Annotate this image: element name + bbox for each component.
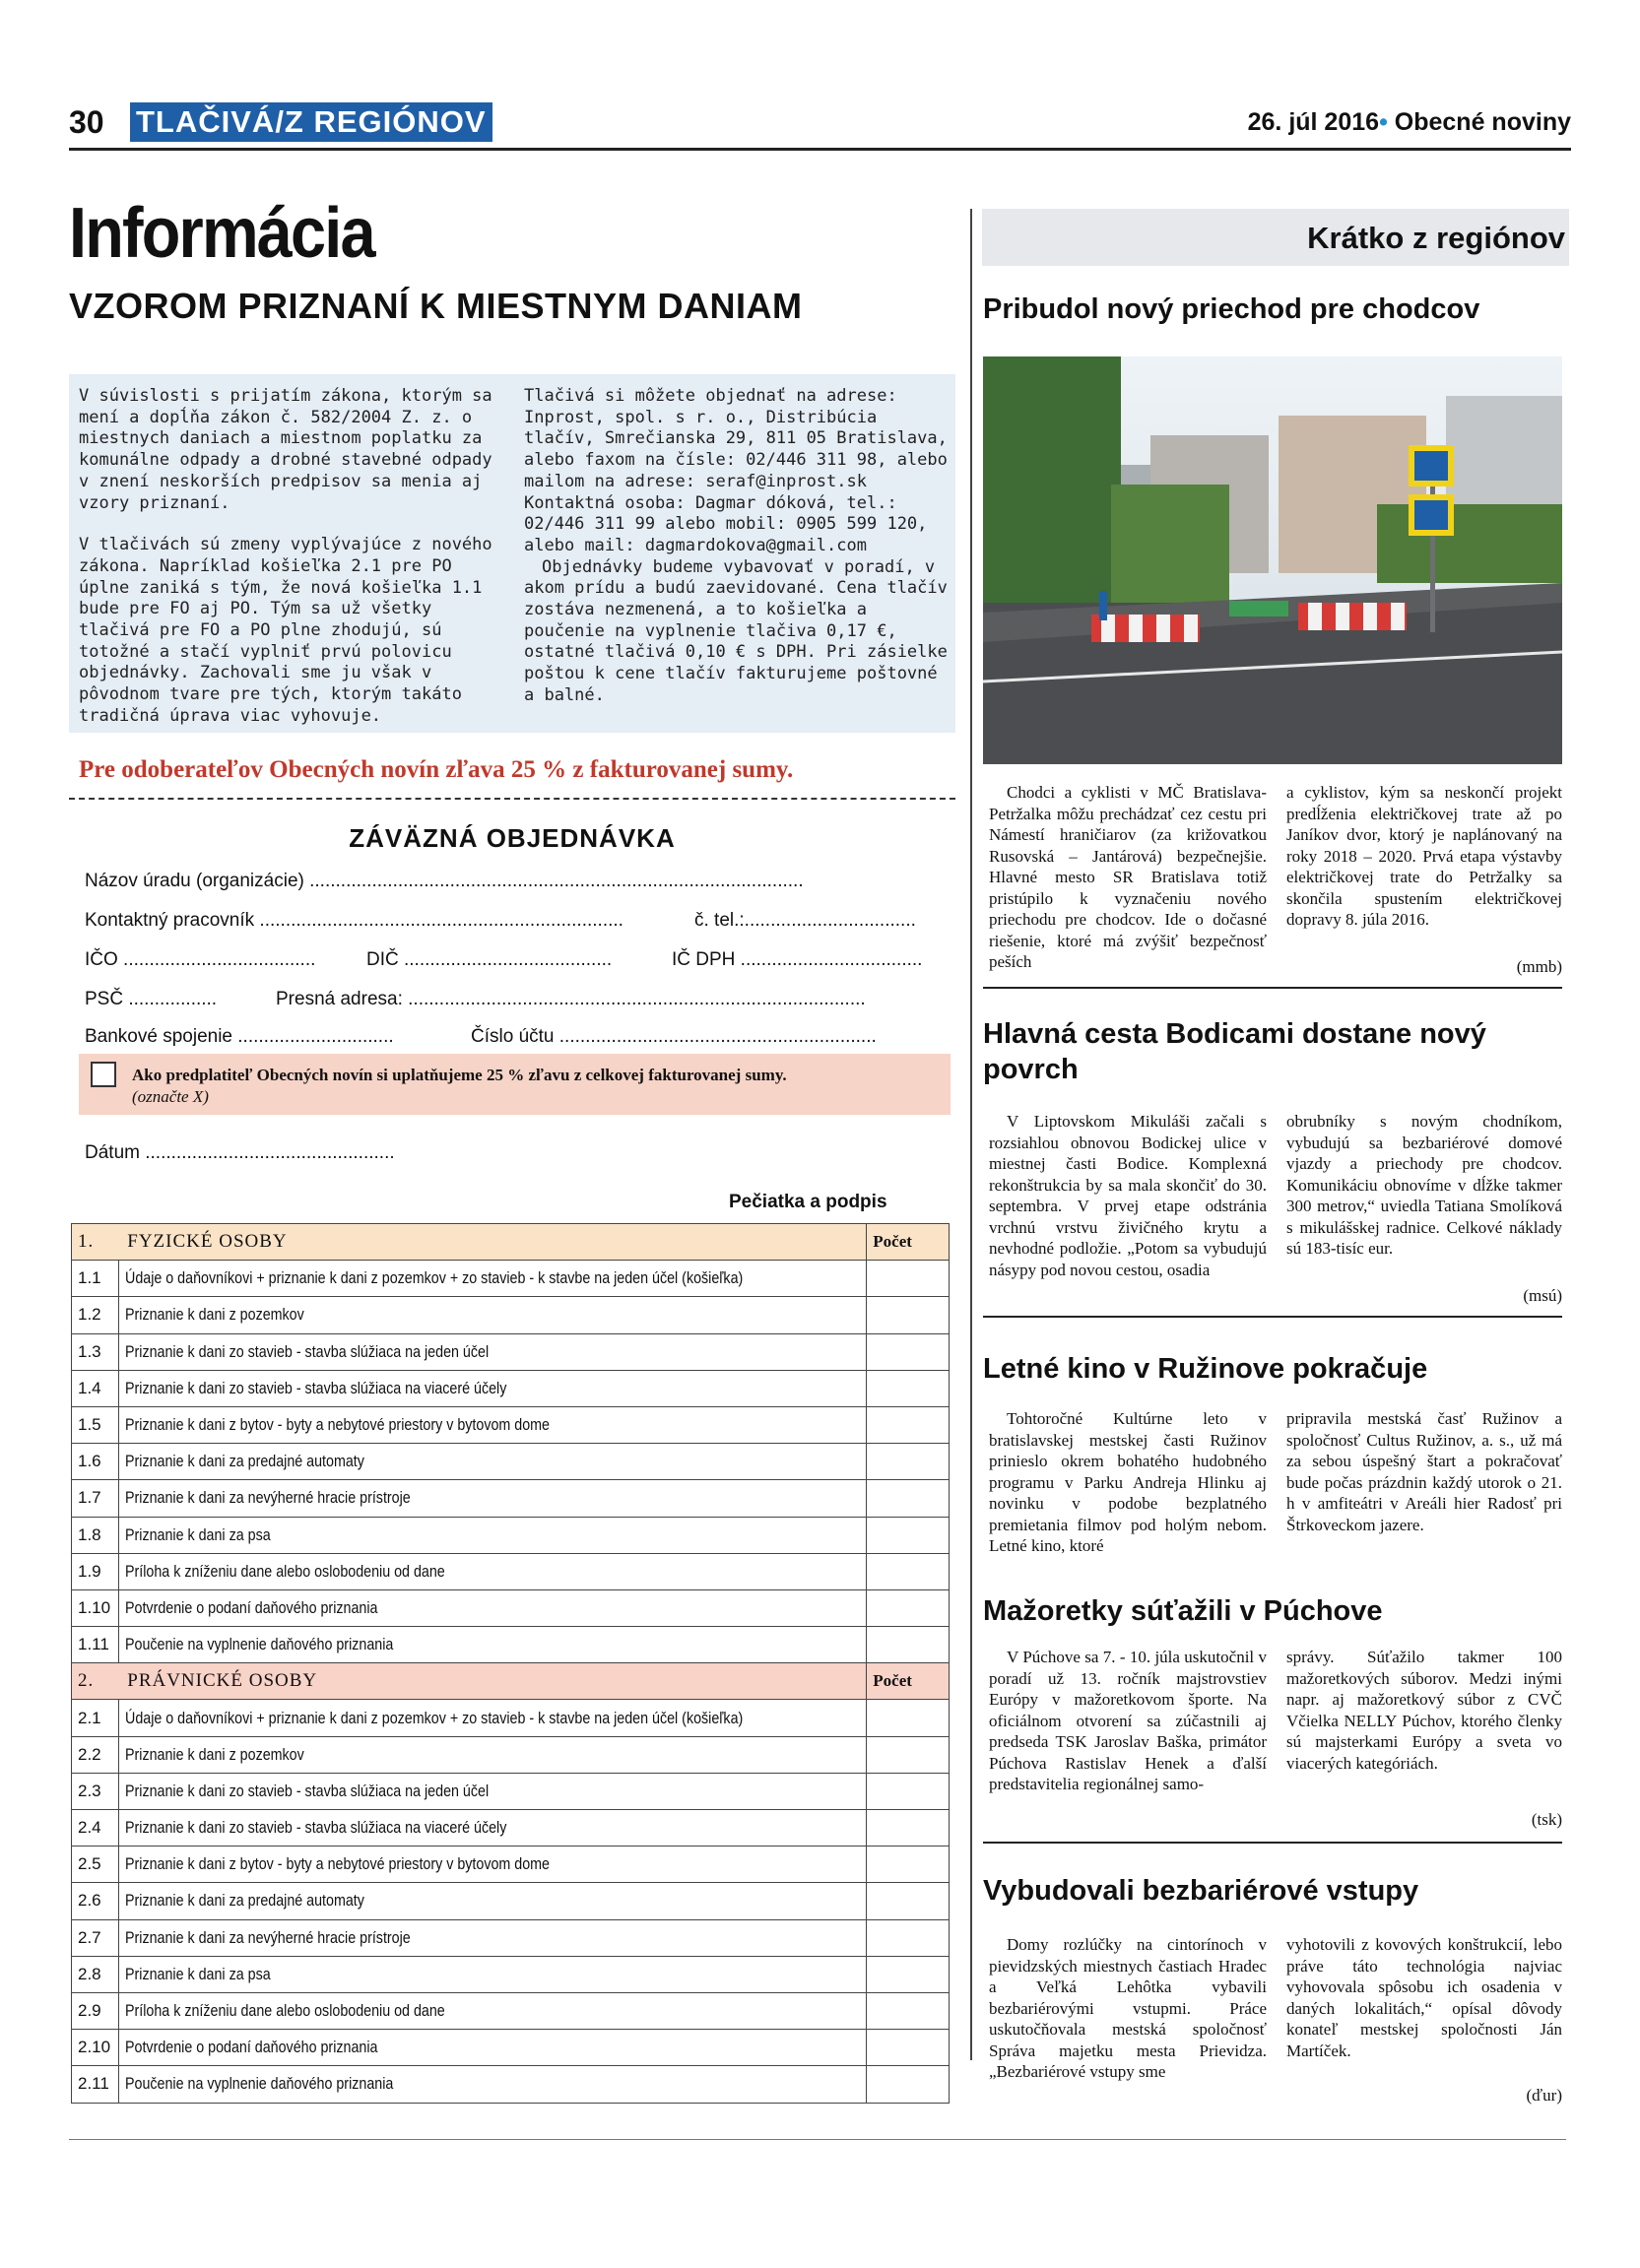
- section-heading: [72, 1224, 867, 1261]
- count-input[interactable]: [867, 2066, 950, 2103]
- table-row: [72, 1736, 950, 1773]
- table-row: [72, 1297, 950, 1333]
- section-label: TLAČIVÁ/Z REGIÓNOV: [130, 102, 492, 142]
- article-divider: [983, 1842, 1562, 1844]
- discount-checkbox[interactable]: [91, 1062, 116, 1087]
- row-number: 1.1: [72, 1261, 119, 1297]
- table-row: [72, 1261, 950, 1297]
- row-label-text: Údaje o daňovníkovi + priznanie k dani z pozemkov + zo stavieb - k stavbe na jeden účel (košieľka): [124, 1268, 743, 1288]
- row-label-text: Priznanie k dani zo stavieb - stavba slúžiaca na viaceré účely: [124, 1818, 506, 1838]
- row-label: [118, 1589, 867, 1626]
- table-row: [72, 1553, 950, 1589]
- row-label-text: Potvrdenie o podaní daňového priznania: [124, 1597, 377, 1617]
- table-row: [72, 1956, 950, 1992]
- article-divider: [983, 987, 1562, 989]
- row-number: 1.6: [72, 1444, 119, 1480]
- table-row: [72, 1589, 950, 1626]
- article-title: Mažoretky súťažili v Púchove: [983, 1595, 1383, 1627]
- info-paragraph: Tlačivá si môžete objednať na adrese: Inprost, spol. s r. o., Distribúcia tlačív, Smrečianska 29, 811 05 Bratislava, alebo faxom na čísle: 02/446 311 98, alebo mailom na adrese: seraf@inprost.sk Kontaktná osoba: Dagmar dóková, tel.: 02/446 311 99 alebo mobil: 0905 599 120, alebo mail: dagmardokova@gmail.com: [524, 386, 948, 555]
- row-label: [118, 1627, 867, 1663]
- table-row: [72, 1883, 950, 1919]
- article-text: Chodci a cyklisti v MČ Bratislava-Petržalka môžu prechádzať cez cestu pri Námestí hraničiarov (za križovatkou Rusovská – Jantárová) bezpečnejšie. Hlavné mesto SR Bratislava totiž pristúpilo k vyznačeniu nového priechodu pre chodcov. Ide o dočasné riešenie, ktoré má zvýšiť bezpečnosť peších: [989, 783, 1267, 971]
- row-label: [118, 1883, 867, 1919]
- info-column-left: [79, 386, 502, 748]
- count-input[interactable]: [867, 1370, 950, 1406]
- count-header: Počet: [867, 1663, 950, 1700]
- cut-line: [69, 798, 955, 800]
- count-input[interactable]: [867, 1956, 950, 1992]
- article-title: Vybudovali bezbariérové vstupy: [983, 1875, 1419, 1907]
- table-row: [72, 1517, 950, 1553]
- stamp-label: Pečiatka a podpis: [729, 1192, 887, 1212]
- row-label-text: Priznanie k dani z bytov - byty a nebytové priestory v bytovom dome: [124, 1854, 550, 1874]
- author-sign: (mmb): [1516, 957, 1562, 976]
- crosswalk-photo-image: [983, 356, 1562, 764]
- section-box-title: Krátko z regiónov: [1307, 221, 1565, 255]
- bank-field[interactable]: Bankové spojenie ..............................: [85, 1026, 394, 1047]
- postcode-field[interactable]: PSČ .................: [85, 989, 218, 1009]
- table-row: [72, 2030, 950, 2066]
- row-number: 1.8: [72, 1517, 119, 1553]
- row-label: [118, 1810, 867, 1847]
- order-table: [71, 1223, 950, 2104]
- table-row: [72, 1847, 950, 1883]
- row-label: [118, 1297, 867, 1333]
- author-sign: (msú): [1523, 1286, 1562, 1305]
- row-number: 2.1: [72, 1700, 119, 1736]
- row-number: 2.4: [72, 1810, 119, 1847]
- row-number: 1.10: [72, 1589, 119, 1626]
- article-text: pripravila mestská časť Ružinov a spoločnosť Cultus Ružinov, a. s., už má za sebou úspešný štart a pokračovať bude počas prázdnin každý utorok o 21. h v amfiteátri v Areáli hier Radosť pri Štrkoveckom jazere.: [1286, 1409, 1562, 1534]
- row-label-text: Priznanie k dani za nevýherné hracie prístroje: [124, 1488, 411, 1508]
- row-label: [118, 1553, 867, 1589]
- office-field[interactable]: Názov úradu (organizácie) ...............................................................................................: [85, 871, 804, 891]
- row-label: [118, 1992, 867, 2029]
- table-row: [72, 1700, 950, 1736]
- row-number: 2.9: [72, 1992, 119, 2029]
- table-row: [72, 1370, 950, 1406]
- count-input[interactable]: [867, 1810, 950, 1847]
- row-number: 2.3: [72, 1773, 119, 1809]
- row-label-text: Priznanie k dani za psa: [124, 1964, 271, 1983]
- ico-field[interactable]: IČO .....................................: [85, 949, 316, 970]
- count-input[interactable]: [867, 1553, 950, 1589]
- row-number: 2.10: [72, 2030, 119, 2066]
- crosswalk-photo: [983, 356, 1562, 764]
- row-label: [118, 1736, 867, 1773]
- row-label-text: Priznanie k dani za predajné automaty: [124, 1452, 364, 1471]
- row-label-text: Potvrdenie o podaní daňového priznania: [124, 2038, 377, 2057]
- article-title: Pribudol nový priechod pre chodcov: [983, 293, 1480, 325]
- count-input[interactable]: [867, 1333, 950, 1370]
- checkbox-label: Ako predplatiteľ Obecných novín si uplatňujeme 25 % zľavu z celkovej fakturovanej sumy.: [132, 1066, 787, 1084]
- row-number: 2.11: [72, 2066, 119, 2103]
- count-input[interactable]: [867, 1589, 950, 1626]
- page-bottom-rule: [69, 2139, 1566, 2140]
- table-row: [72, 1773, 950, 1809]
- article-text: správy. Súťažilo takmer 100 mažoretkových súborov. Medzi inými napr. aj mažoretkový súbor z CVČ Včielka NELLY Púchov, ktorého členky sú majsterkami Európy a sveta vo viacerých kategóriách.: [1286, 1648, 1562, 1773]
- section-number: 1.: [78, 1231, 95, 1253]
- row-label-text: Poučenie na vyplnenie daňového priznania: [124, 1635, 393, 1654]
- row-label: [118, 1700, 867, 1736]
- count-input[interactable]: [867, 1773, 950, 1809]
- section-heading: [72, 1663, 867, 1700]
- row-label-text: Priznanie k dani z pozemkov: [124, 1744, 304, 1764]
- article-divider: [983, 1316, 1562, 1318]
- row-label-text: Priznanie k dani za psa: [124, 1524, 271, 1544]
- row-number: 2.8: [72, 1956, 119, 1992]
- table-row: [72, 2066, 950, 2103]
- row-label: [118, 1847, 867, 1883]
- row-label: [118, 1406, 867, 1443]
- row-number: 1.5: [72, 1406, 119, 1443]
- row-label-text: Priznanie k dani zo stavieb - stavba slúžiaca na jeden účel: [124, 1341, 489, 1361]
- icdph-field[interactable]: IČ DPH ...................................: [672, 949, 923, 970]
- row-label-text: Priznanie k dani za predajné automaty: [124, 1891, 364, 1911]
- paper-name: Obecné noviny: [1394, 108, 1571, 136]
- issue-info: [1248, 108, 1571, 137]
- count-input[interactable]: [867, 1480, 950, 1517]
- count-input[interactable]: [867, 1444, 950, 1480]
- page-title: Informácia: [69, 194, 374, 273]
- row-label: [118, 1444, 867, 1480]
- row-label-text: Poučenie na vyplnenie daňového priznania: [124, 2074, 393, 2094]
- page-header: [69, 102, 1571, 151]
- row-number: 1.9: [72, 1553, 119, 1589]
- article-text: obrubníky s novým chodníkom, vybudujú sa bezbariérové domové vjazdy a priechody pre chodcov. Komunikáciu obnovíme v dĺžke takmer 300 metrov,“ uviedla Tatiana Smolíková s mikulášskej radnice. Celkové náklady sú 183-tisíc eur.: [1286, 1112, 1562, 1258]
- table-row: [72, 1992, 950, 2029]
- row-label: [118, 2030, 867, 2066]
- row-label: [118, 1480, 867, 1517]
- count-input[interactable]: [867, 1992, 950, 2029]
- row-number: 1.2: [72, 1297, 119, 1333]
- address-field[interactable]: Presná adresa: ........................................................................................: [276, 989, 866, 1009]
- section-label: FYZICKÉ OSOBY: [127, 1231, 288, 1253]
- article-text: vyhotovili z kovových konštrukcií, lebo práve táto technológia najviac vyhovovala spôsobu ich osadenia v daných lokalitách,“ opísal dôvody konateľ mestskej spoločnosti Ján Martíček.: [1286, 1935, 1562, 2060]
- phone-field[interactable]: č. tel.:.................................: [694, 910, 916, 931]
- row-number: 1.11: [72, 1627, 119, 1663]
- article-text: Domy rozlúčky na cintorínoch v pievidzských miestnych častiach Hradec a Veľká Lehôtka vybavili bezbariérovými vstupmi. Práce uskutočňovala mestská spoločnosť Správa majetku mesta Prievidza. „Bezbariérové vstupy sme: [989, 1935, 1267, 2081]
- contact-field[interactable]: Kontaktný pracovník ......................................................................: [85, 910, 623, 931]
- info-paragraph: V tlačivách sú zmeny vyplývajúce z nového zákona. Napríklad košieľka 2.1 pre PO úplne zaniká s tým, že nová košieľka 1.1 bude pre FO aj PO. Tým sa už všetky tlačivá pre FO a PO plne zhodujú, sú totožné a stačí vyplniť prvú polovicu objednávky. Zachovali sme ju však v pôvodnom tvare pre tých, ktorým takáto tradičná úprava viac vyhovuje.: [79, 535, 492, 726]
- table-section-row: [72, 1663, 950, 1700]
- row-label-text: Priznanie k dani z bytov - byty a nebytové priestory v bytovom dome: [124, 1415, 550, 1435]
- count-input[interactable]: [867, 1406, 950, 1443]
- article-text: Tohtoročné Kultúrne leto v bratislavskej mestskej časti Ružinov prinieslo okrem bohatého hudobného programu v Parku Andreja Hlinku aj novinku v podobe bezplatného premietania filmov pod holým nebom. Letné kino, ktoré: [989, 1409, 1267, 1555]
- count-input[interactable]: [867, 1517, 950, 1553]
- count-input[interactable]: [867, 1297, 950, 1333]
- row-number: 1.4: [72, 1370, 119, 1406]
- row-label: [118, 1370, 867, 1406]
- info-column-right: [524, 386, 948, 707]
- row-label-text: Priznanie k dani zo stavieb - stavba slúžiaca na jeden účel: [124, 1781, 489, 1800]
- row-label-text: Priznanie k dani za nevýherné hracie prístroje: [124, 1927, 411, 1947]
- row-label: [118, 1333, 867, 1370]
- article-title: Hlavná cesta Bodicami dostane nový povrch: [983, 1018, 1486, 1085]
- row-number: 2.6: [72, 1883, 119, 1919]
- article-text: V Púchove sa 7. - 10. júla uskutočnil v poradí už 13. ročník majstrovstiev Európy v mažoretkovom športe. Na oficiálnom otvorení sa zúčastnili aj predseda TSK Jaroslav Baška, primátor Púchova Rastislav Henek a ďalší predstavitelia regionálnej samo-: [989, 1648, 1267, 1793]
- row-label-text: Príloha k zníženiu dane alebo oslobodeniu od dane: [124, 1561, 445, 1581]
- page-subtitle: VZOROM PRIZNANÍ K MIESTNYM DANIAM: [69, 286, 803, 326]
- count-input[interactable]: [867, 1883, 950, 1919]
- row-number: 1.7: [72, 1480, 119, 1517]
- section-label: PRÁVNICKÉ OSOBY: [127, 1670, 318, 1692]
- table-section-row: [72, 1224, 950, 1261]
- date-field[interactable]: Dátum ................................................: [85, 1142, 395, 1163]
- row-label: [118, 1261, 867, 1297]
- row-label-text: Priznanie k dani z pozemkov: [124, 1305, 304, 1325]
- article-text: a cyklistov, kým sa neskončí projekt predĺženia električkovej trate až po Janíkov dvor, ktorý je naplánovaný na roky 2018 – 2020. Prvá etapa výstavby električkovej trate do Petržalky sa skončila spustením električkovej dopravy 8. júla 2016.: [1286, 783, 1562, 929]
- author-sign: (tsk): [1531, 1810, 1562, 1829]
- table-row: [72, 1919, 950, 1956]
- table-row: [72, 1333, 950, 1370]
- info-paragraph: V súvislosti s prijatím zákona, ktorým sa mení a dopĺňa zákon č. 582/2004 Z. z. o miestnych daniach a miestnom poplatku za komunálne odpady a drobné stavebné odpady v znení neskorších predpisov sa menia aj vzory priznaní.: [79, 386, 492, 513]
- section-number: 2.: [78, 1670, 95, 1692]
- count-input[interactable]: [867, 2030, 950, 2066]
- author-sign: (ďur): [1526, 2086, 1562, 2105]
- row-label: [118, 2066, 867, 2103]
- table-row: [72, 1406, 950, 1443]
- row-label: [118, 1517, 867, 1553]
- order-title: ZÁVÄZNÁ OBJEDNÁVKA: [349, 823, 676, 853]
- row-number: 1.3: [72, 1333, 119, 1370]
- row-number: 2.2: [72, 1736, 119, 1773]
- row-label-text: Údaje o daňovníkovi + priznanie k dani z pozemkov + zo stavieb - k stavbe na jeden účel (košieľka): [124, 1708, 743, 1727]
- discount-note: Pre odoberateľov Obecných novín zľava 25 % z fakturovanej sumy.: [79, 756, 794, 783]
- row-label: [118, 1919, 867, 1956]
- row-label: [118, 1956, 867, 1992]
- article-title: Letné kino v Ružinove pokračuje: [983, 1353, 1428, 1385]
- count-input[interactable]: [867, 1261, 950, 1297]
- table-row: [72, 1627, 950, 1663]
- column-divider: [970, 209, 972, 2060]
- bullet: •: [1379, 108, 1388, 136]
- dic-field[interactable]: DIČ ........................................: [366, 949, 613, 970]
- checkbox-note: (označte X): [132, 1087, 209, 1106]
- count-input[interactable]: [867, 1847, 950, 1883]
- issue-date: 26. júl 2016: [1247, 108, 1380, 136]
- info-paragraph: Objednávky budeme vybavovať v poradí, v akom prídu a budú zaevidované. Cena tlačív zostáva nezmenená, a to košieľka a poučenie na vyplnenie tlačiva 0,17 €, ostatné tlačivá 0,10 € s DPH. Pri zásielke poštou k cene tlačív fakturujeme poštovné a balné.: [524, 556, 948, 705]
- count-header: Počet: [867, 1224, 950, 1261]
- row-label-text: Príloha k zníženiu dane alebo oslobodeniu od dane: [124, 2001, 445, 2021]
- row-number: 2.5: [72, 1847, 119, 1883]
- count-input[interactable]: [867, 1736, 950, 1773]
- row-number: 2.7: [72, 1919, 119, 1956]
- count-input[interactable]: [867, 1700, 950, 1736]
- table-row: [72, 1810, 950, 1847]
- count-input[interactable]: [867, 1919, 950, 1956]
- row-label-text: Priznanie k dani zo stavieb - stavba slúžiaca na viaceré účely: [124, 1378, 506, 1397]
- count-input[interactable]: [867, 1627, 950, 1663]
- row-label: [118, 1773, 867, 1809]
- page-number: 30: [69, 104, 104, 140]
- table-row: [72, 1444, 950, 1480]
- table-row: [72, 1480, 950, 1517]
- account-field[interactable]: Číslo účtu .............................................................: [471, 1026, 877, 1047]
- article-text: V Liptovskom Mikuláši začali s rozsiahlou obnovou Bodickej ulice v miestnej časti Bodice. Komplexná rekonštrukcia by sa mala skončiť do 30. septembra. V prvej etape odstránia vrchnú vrstvu živičného krytu a nevhodné podložie. „Potom sa vybudujú násypy pod novou cestou, osadia: [989, 1112, 1267, 1279]
